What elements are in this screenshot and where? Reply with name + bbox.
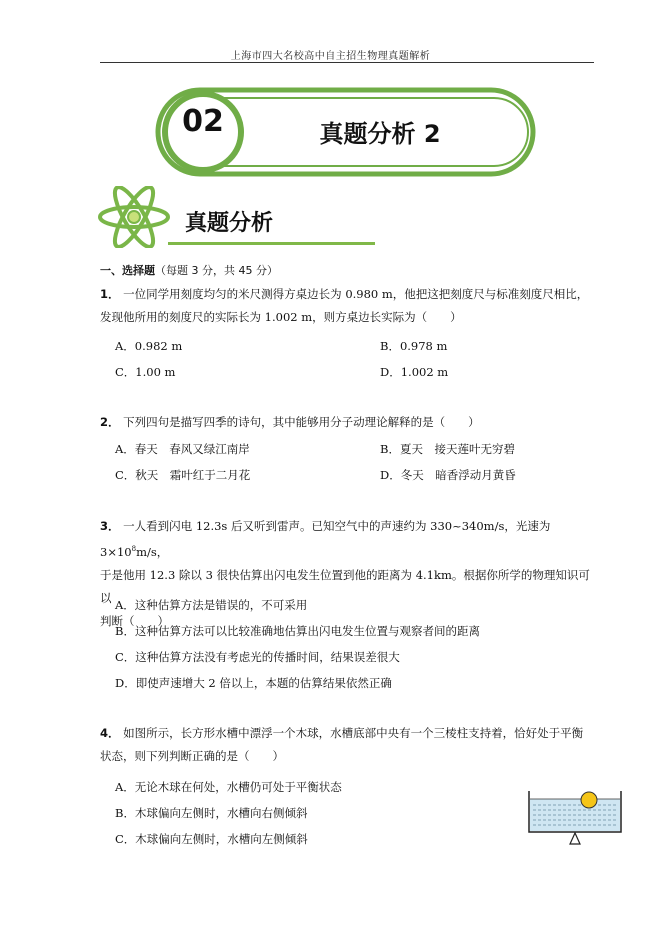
- question-number: 1．: [100, 287, 120, 301]
- section-title: 真题分析: [185, 211, 274, 236]
- question-text: 一人看到闪电 12.3s 后又听到雷声。已知空气中的声速约为 330~340m/s，光速为 3×10: [100, 519, 551, 559]
- question-text: m/s，: [136, 544, 169, 559]
- question-text: 下列四句是描写四季的诗句，其中能够用分子动理论解释的是（ ）: [123, 415, 480, 429]
- option-d: D．冬天 暗香浮动月黄昏: [380, 468, 516, 482]
- option-c: C．1.00 m: [115, 365, 176, 379]
- question-number: 4．: [100, 726, 120, 740]
- option-b: B．夏天 接天莲叶无穷碧: [380, 442, 515, 456]
- option-c: C．木球偏向左侧时，水槽向左侧倾斜: [115, 832, 308, 846]
- question-text: 判断（ ）: [100, 613, 169, 628]
- option-a: A．无论木球在何处，水槽仍可处于平衡状态: [115, 780, 342, 794]
- option-d: D．即使声速增大 2 倍以上，本题的估算结果依然正确: [115, 676, 392, 690]
- question-text: 发现他所用的刻度尺的实际长为 1.002 m，则方桌边长实际为（ ）: [100, 310, 462, 324]
- option-d: D．1.002 m: [380, 365, 449, 379]
- question-1: [100, 283, 595, 329]
- question-text: 于是他用 12.3 除以 3 很快估算出闪电发生位置到他的距离为 4.1km。根据你所学的物理知识可以: [100, 567, 590, 605]
- water-tank-figure: [527, 789, 623, 847]
- option-a: A．这种估算方法是错误的，不可采用: [115, 598, 308, 612]
- question-text: 一位同学用刻度均匀的米尺测得方桌边长为 0.980 m，他把这把刻度尺与标准刻度尺相比，: [123, 287, 589, 301]
- running-header: 上海市四大名校高中自主招生物理真题解析: [230, 51, 431, 62]
- prism-support: [570, 833, 580, 844]
- question-4: [100, 722, 595, 768]
- question-3: [100, 515, 595, 633]
- question-number: 3．: [100, 519, 120, 533]
- option-c: C．秋天 霜叶红于二月花: [115, 468, 251, 482]
- part-note: （每题 3 分，共 45 分）: [155, 264, 278, 277]
- section-rule: [168, 242, 375, 245]
- question-text: 状态，则下列判断正确的是（ ）: [100, 749, 284, 763]
- option-a: A．0.982 m: [115, 339, 183, 353]
- option-b: B．木球偏向左侧时，水槽向右侧倾斜: [115, 806, 308, 820]
- banner-number: 02: [182, 104, 224, 139]
- atom-icon: [98, 186, 170, 248]
- option-c: C．这种估算方法没有考虑光的传播时间，结果误差很大: [115, 650, 400, 664]
- option-b: B．0.978 m: [380, 339, 448, 353]
- question-text: 如图所示，长方形水槽中漂浮一个木球，水槽底部中央有一个三棱柱支持着，恰好处于平衡: [123, 726, 584, 740]
- exponent: 8: [131, 545, 137, 553]
- option-a: A．春天 春风又绿江南岸: [115, 442, 250, 456]
- wooden-ball: [581, 792, 597, 808]
- question-number: 2．: [100, 415, 120, 429]
- banner-title: 真题分析 2: [319, 120, 441, 148]
- part-heading: [100, 262, 278, 278]
- header-rule: [100, 62, 594, 63]
- option-b: B．这种估算方法可以比较准确地估算出闪电发生位置与观察者间的距离: [115, 624, 480, 638]
- question-2: [100, 411, 595, 434]
- part-label: 一、选择题: [100, 264, 155, 277]
